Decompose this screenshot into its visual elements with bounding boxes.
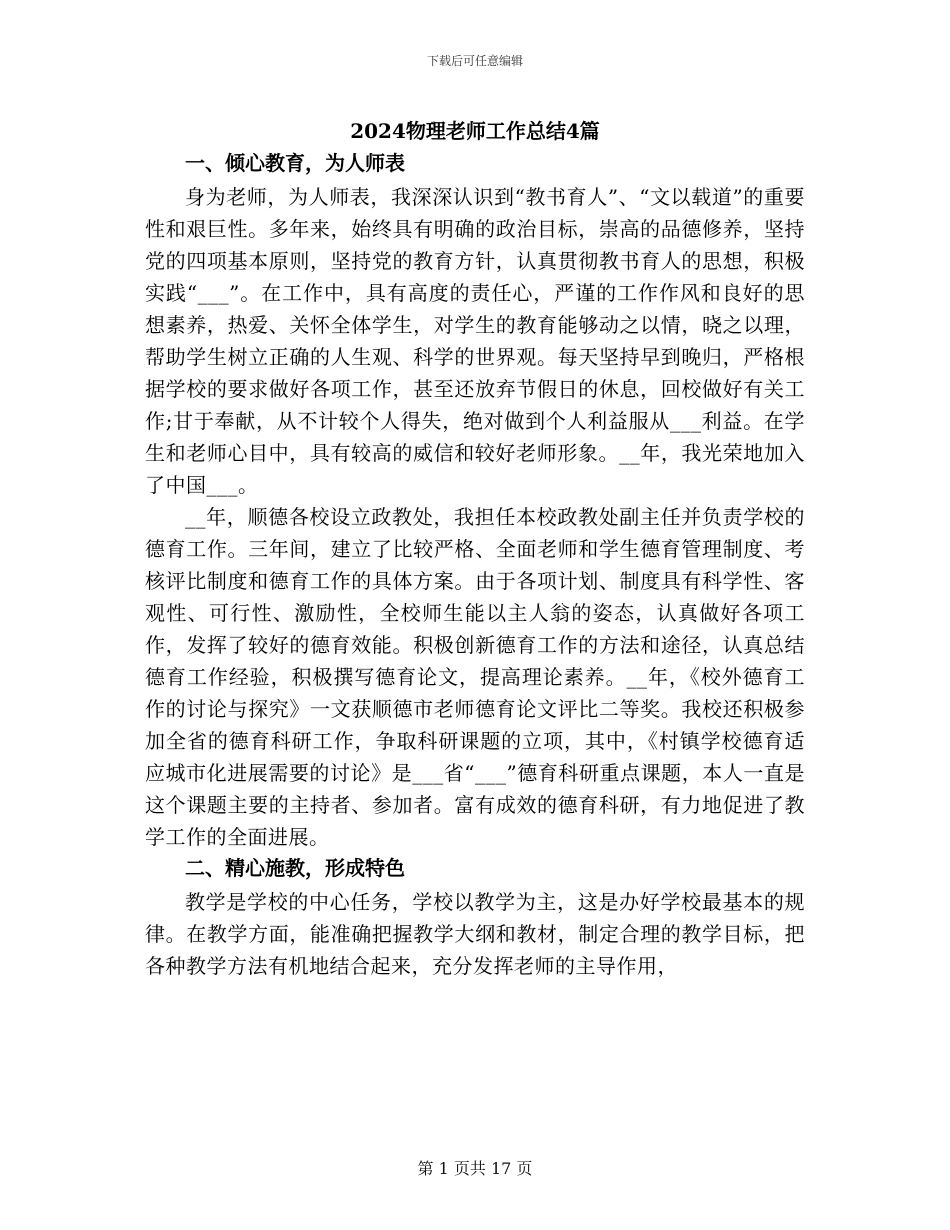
paragraph: __年，顺德各校设立政教处，我担任本校政教处副主任并负责学校的德育工作。三年间，建立了比较严格、全面老师和学生德育管理制度、考核评比制度和德育工作的具体方案。由于各项计划、制度具有科学性、客观性、可行性、激励性，全校师生能以主人翁的姿态，认真做好各项工作，发挥了较好的德育效能。积极创新德育工作的方法和途径，认真总结德育工作经验，积极撰写德育论文，提高理论素养。__年，《校外德育工作的讨论与探究》一文获顺德市老师德育论文评比二等奖。我校还积极参加全省的德育科研工作，争取科研课题的立项，其中，《村镇学校德育适应城市化进展需要的讨论》是___省“___”德育科研重点课题，本人一直是这个课题主要的主持者、参加者。富有成效的德育科研，有力地促进了教学工作的全面进展。: [145, 505, 805, 849]
section-heading-1: 一、倾心教育，为人师表: [185, 151, 405, 175]
page-footer: 第 1 页共 17 页: [417, 1159, 533, 1178]
header-note: 下载后可任意编辑: [426, 54, 523, 68]
paragraph: 身为老师，为人师表，我深深认识到“教书育人”、“文以载道”的重要性和艰巨性。多年来，始终具有明确的政治目标，崇高的品德修养，坚持党的四项基本原则，坚持党的教育方针，认真贯彻教书育人的思想，积极实践“___”。在工作中，具有高度的责任心，严谨的工作作风和良好的思想素养，热爱、关怀全体学生，对学生的教育能够动之以情，晓之以理，帮助学生树立正确的人生观、科学的世界观。每天坚持早到晚归，严格根据学校的要求做好各项工作，甚至还放弃节假日的休息，回校做好有关工作;甘于奉献，从不计较个人得失，绝对做到个人利益服从___利益。在学生和老师心目中，具有较高的威信和较好老师形象。__年，我光荣地加入了中国___。: [145, 185, 805, 497]
document-body: [145, 148, 805, 982]
document-title: 2024物理老师工作总结4篇: [350, 119, 600, 143]
section-heading-2: 二、精心施教，形成特色: [185, 856, 405, 880]
paragraph: 教学是学校的中心任务，学校以教学为主，这是办好学校最基本的规律。在教学方面，能准确把握教学大纲和教材，制定合理的教学目标，把各种教学方法有机地结合起来，充分发挥老师的主导作用，: [145, 890, 805, 978]
